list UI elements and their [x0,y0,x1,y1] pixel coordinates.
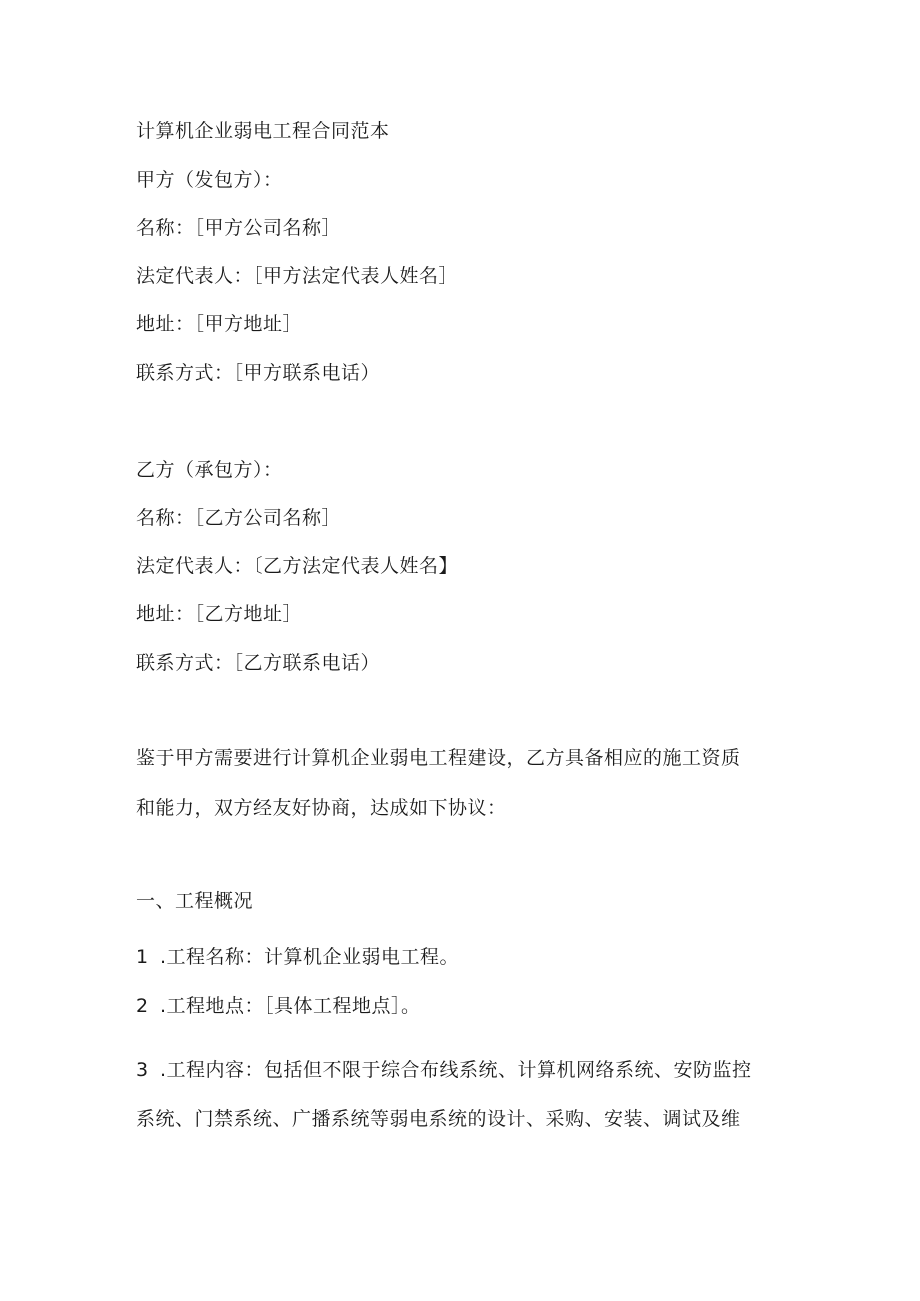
section-1-heading: 一、工程概况 [136,890,254,912]
party-b-heading: 乙方（承包方）： [136,459,283,481]
party-b-contact: 联系方式：［乙方联系电话） [136,652,381,674]
document-title: 计算机企业弱电工程合同范本 [136,120,390,142]
party-b-address: 地址：［乙方地址］ [136,603,303,625]
party-b-legal-rep: 法定代表人：〔乙方法定代表人姓名】 [136,555,459,577]
party-a-name: 名称：［甲方公司名称］ [136,217,342,239]
party-a-heading: 甲方（发包方）： [136,169,283,191]
preamble-line-2: 和能力，双方经友好协商，达成如下协议： [136,797,507,819]
party-a-contact: 联系方式：［甲方联系电话） [136,362,381,384]
list-item-text: .工程地点：［具体工程地点］。 [160,995,421,1017]
preamble-line-1: 鉴于甲方需要进行计算机企业弱电工程建设，乙方具备相应的施工资质 [136,747,741,769]
list-item-continuation: 系统、门禁系统、广播系统等弱电系统的设计、采购、安装、调试及维 [136,1108,741,1130]
party-a-legal-rep: 法定代表人：［甲方法定代表人姓名］ [136,265,459,287]
list-item-number: 3 [136,1059,149,1081]
list-item-number: 2 [136,995,149,1017]
list-item-text: .工程名称：计算机企业弱电工程。 [160,946,460,968]
list-item [136,1057,752,1083]
party-a-address: 地址：［甲方地址］ [136,313,303,335]
list-item [136,944,459,970]
party-b-name: 名称：［乙方公司名称］ [136,507,342,529]
list-item [136,993,421,1019]
list-item-number: 1 [136,946,149,968]
list-item-text: .工程内容：包括但不限于综合布线系统、计算机网络系统、安防监控 [160,1059,752,1081]
